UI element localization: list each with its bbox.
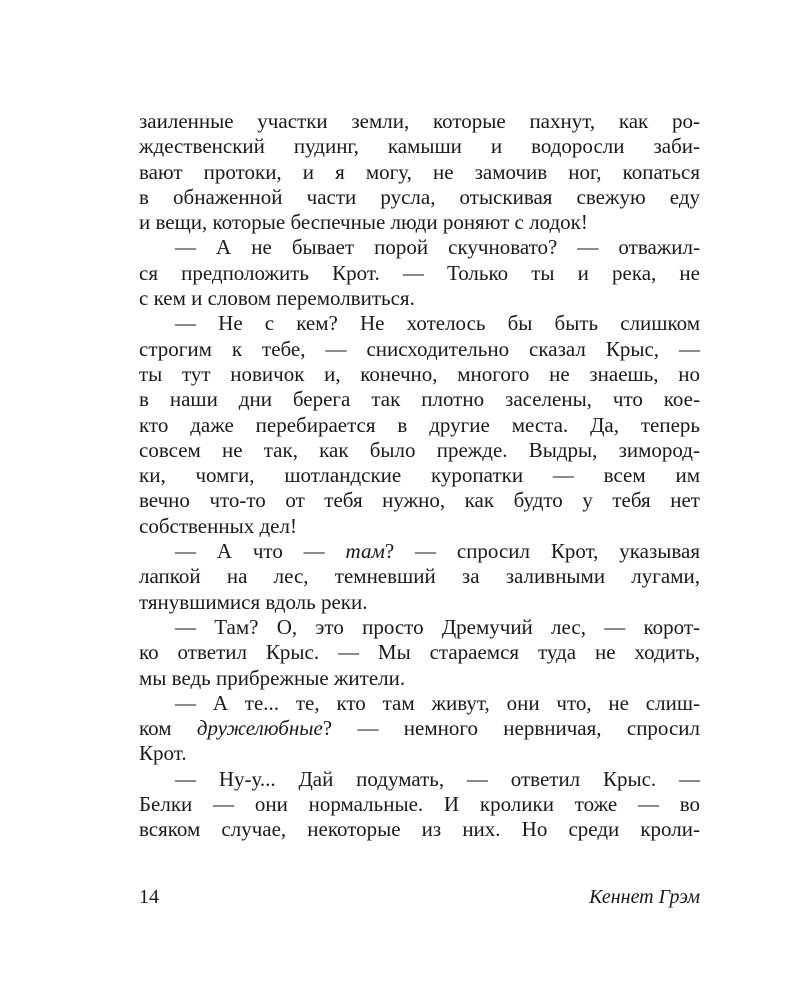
text-line: Белки — они нормальные. И кролики тоже — во <box>139 792 700 817</box>
text-segment: ? — спросил Крот, указывая <box>384 539 700 564</box>
text-line: всяком случае, некоторые из них. Но среди кроли- <box>139 817 700 842</box>
italic-word: дружелюбные <box>196 716 323 741</box>
text-line: вечно что-то от тебя нужно, как будто у тебя нет <box>139 488 700 513</box>
text-line: — Там? О, это просто Дремучий лес, — корот- <box>175 614 700 639</box>
text-line: в наши дни берега так плотно заселены, что кое- <box>139 387 700 412</box>
text-line: ки, чомги, шотландские куропатки — всем им <box>139 463 700 488</box>
text-line: и вещи, которые беспечные люди роняют с лодок! <box>139 210 588 235</box>
text-line <box>139 716 700 741</box>
text-segment: — А что — <box>175 539 346 564</box>
page-footer <box>139 884 700 910</box>
text-line: совсем не так, как было прежде. Выдры, зимород- <box>139 437 700 462</box>
text-line: вают протоки, и я могу, не замочив ног, копаться <box>139 159 700 184</box>
text-line: ты тут новичок и, конечно, многого не знаешь, но <box>139 361 700 386</box>
page-number: 14 <box>139 886 159 908</box>
text-line: Крот. <box>139 741 187 766</box>
text-line: — Ну-у... Дай подумать, — ответил Крыс. — <box>175 766 700 791</box>
running-header-author: Кеннет Грэм <box>589 886 700 908</box>
text-line: с кем и словом перемолвиться. <box>139 286 415 311</box>
text-line: мы ведь прибрежные жители. <box>139 665 406 690</box>
text-line: — А те... те, кто там живут, они что, не слиш- <box>175 690 700 715</box>
text-line: — Не с кем? Не хотелось бы быть слишком <box>175 311 700 336</box>
text-line: заиленные участки земли, которые пахнут, как ро- <box>139 109 700 133</box>
text-line: тянувшимися вдоль реки. <box>139 589 368 614</box>
text-line: — А не бывает порой скучновато? — отважил- <box>175 235 700 260</box>
text-line: лапкой на лес, темневший за заливными лугами, <box>139 564 700 589</box>
text-line: кто даже перебирается в другие места. Да, теперь <box>139 412 700 437</box>
text-segment: ? — немного нервничая, спросил <box>322 716 700 741</box>
text-line: ждественский пудинг, камыши и водоросли заби- <box>139 134 700 159</box>
text-line: в обнаженной части русла, отыскивая свежую еду <box>139 184 700 209</box>
text-line <box>139 539 700 564</box>
text-segment: ком <box>139 716 197 741</box>
text-line: строгим к тебе, — снисходительно сказал Крыс, — <box>139 336 700 361</box>
text-line: ко ответил Крыс. — Мы стараемся туда не ходить, <box>139 640 700 665</box>
text-line: ся предположить Крот. — Только ты и река, не <box>139 260 700 285</box>
italic-word: там <box>345 539 385 564</box>
page-text <box>139 109 700 843</box>
text-line: собственных дел! <box>139 513 297 538</box>
